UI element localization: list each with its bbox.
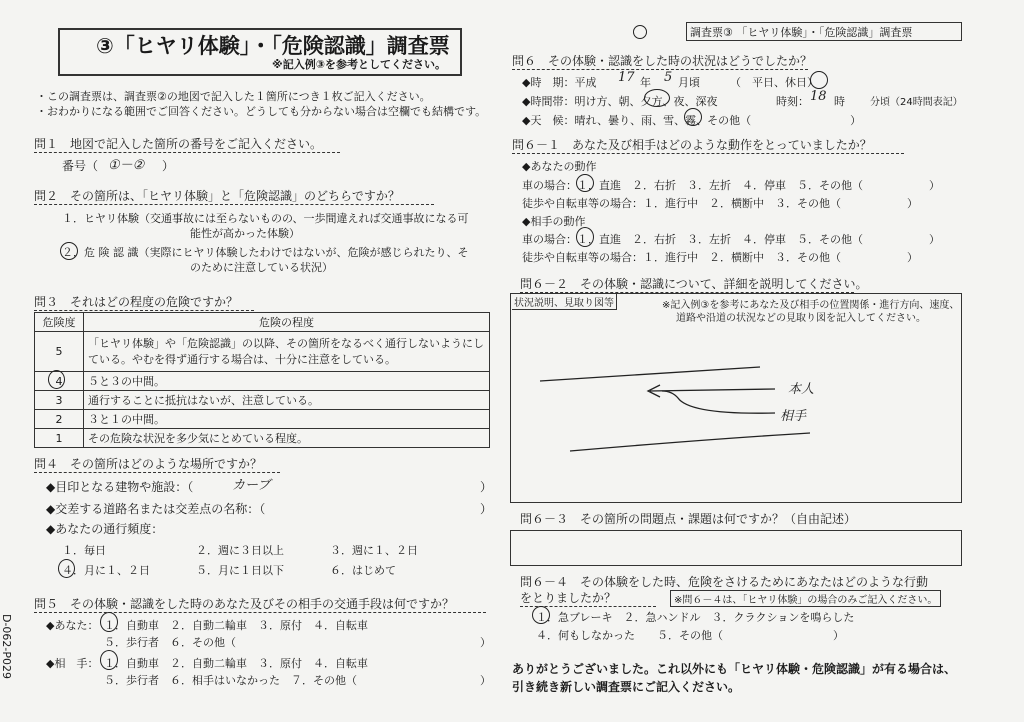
freq-option-6: ６．はじめて — [330, 564, 396, 577]
table-row — [35, 429, 490, 448]
sketch-note-2: 道路や沿道の状況などの見取り図を記入してください。 — [676, 313, 926, 324]
q63-answer-box — [510, 530, 962, 566]
q4-title: 問４ その箇所はどのような場所ですか？ — [34, 455, 280, 473]
freq-option-1: １．毎日 — [62, 544, 106, 557]
level-description: その危険な状況を多少気にとめている程度。 — [84, 429, 490, 448]
q5-other-close: ） — [480, 674, 491, 687]
level-description: 通行することに抵抗はないが、注意している。 — [84, 391, 490, 410]
q64-title-2: をとりましたか？ — [520, 589, 656, 607]
level-value: 2 — [35, 410, 84, 429]
q61-you-heading: ◆あなたの動作 — [522, 160, 597, 173]
q3-title: 問３ それはどの程度の危険ですか？ — [34, 293, 254, 311]
q6-hour-answer: 18 — [810, 89, 827, 104]
q64-options-2: ４．何もしなかった ５．その他（ ） — [536, 629, 844, 642]
level-value: 1 — [35, 429, 84, 448]
q6-time-label: ◆時 期：平成 — [522, 76, 597, 89]
table-row — [35, 391, 490, 410]
q1-close: ） — [162, 159, 175, 173]
level-value — [35, 372, 84, 391]
corner-label: 調査票③ 「ヒヤリ体験」・「危険認識」調査票 — [690, 26, 913, 39]
q6-weekday: （ 平日、休日） — [730, 76, 818, 89]
q6-month-answer: 5 — [664, 70, 673, 85]
q6-weather-circle — [684, 108, 702, 126]
q61-other-car: 車の場合：１．直進 ２．右折 ３．左折 ４．停車 ５．その他（ ） — [522, 233, 940, 246]
q6-minute-unit: 分頃（24時間表記） — [870, 97, 963, 108]
q4-frequency-label: ◆あなたの通行頻度： — [46, 522, 164, 536]
table-row — [35, 332, 490, 372]
sketch-label-other: 相手 — [780, 409, 807, 424]
table-row — [35, 410, 490, 429]
table-header-level: 危険度 — [35, 313, 84, 332]
q5-you-options-2: ５．歩行者 ６．その他（ — [104, 636, 236, 649]
q6-year-answer: 17 — [618, 70, 635, 85]
q61-title: 問６－１ あなた及び相手はどのような動作をとっていましたか？ — [512, 136, 904, 154]
footer-line-1: ありがとうございました。これ以外にも「ヒヤリ体験・危険認識」が有る場合は、 — [512, 662, 957, 676]
q1-title: 問１ 地図で記入した箇所の番号をご記入ください。 — [34, 135, 340, 153]
level-value-text: 4 — [55, 374, 63, 388]
q64-title: 問６－４ その体験をした時、危険をさけるためにあなたはどのような行動 — [520, 575, 929, 589]
table-header-degree: 危険の程度 — [84, 313, 490, 332]
q4-landmark-label: ◆目印となる建物や施設：（ — [46, 480, 194, 494]
q6-year-unit: 年 — [640, 76, 651, 89]
road-sketch — [510, 293, 960, 501]
intro-line-1: ・この調査票は、調査票②の地図で記入した１箇所につき１枚ご記入ください。 — [36, 90, 431, 103]
q5-you-options-1: １．自動車 ２．自動二輪車 ３．原付 ４．自転車 — [104, 619, 368, 632]
q6-title: 問６ その体験・認識をした時の状況はどうでしたか？ — [512, 54, 813, 68]
q2-option-1b: 能性が高かった体験） — [190, 227, 300, 240]
q5-title: 問５ その体験・認識をした時のあなた及びその相手の交通手段は何ですか？ — [34, 595, 486, 613]
table-row — [35, 372, 490, 391]
q6-timeband-label: ◆時間帯：明け方、朝、夕方、夜、深夜 — [522, 95, 718, 108]
q64-options-1: １．急ブレーキ ２．急ハンドル ３．クラクションを鳴らした — [536, 611, 855, 624]
q61-other-heading: ◆相手の動作 — [522, 215, 586, 228]
q5-you-close: ） — [480, 636, 491, 649]
q5-other-options-2: ５．歩行者 ６．相手はいなかった ７．その他（ — [104, 674, 357, 687]
q61-other-walk: 徒歩や自転車等の場合：１．進行中 ２．横断中 ３．その他（ ） — [522, 251, 918, 264]
q62-title: 問６－２ その体験・認識について、詳細を説明してください。 — [520, 277, 868, 291]
danger-level-table — [34, 312, 490, 448]
q6-clock-label: 時刻： — [776, 95, 809, 108]
q4-landmark-answer: カーブ — [232, 478, 271, 493]
q6-hour-unit: 時 — [834, 95, 845, 108]
level-description: 「ヒヤリ体験」や「危険認識」の以降、その箇所をなるべく通行しないようにしている。やむを得ず通行する場合は、十分に注意をしている。 — [84, 332, 490, 372]
q1-label: 番号（ — [62, 159, 99, 173]
footer-line-2: 引き続き新しい調査票にご記入ください。 — [512, 680, 741, 694]
q1-answer: ①－② — [108, 158, 145, 173]
sketch-note-1: ※記入例③を参考にあなた及び相手の位置関係・進行方向、速度、 — [662, 300, 960, 311]
q61-you-walk: 徒歩や自転車等の場合：１．進行中 ２．横断中 ３．その他（ ） — [522, 197, 918, 210]
q5-you-label: ◆あなた： — [46, 619, 99, 632]
q4-landmark-close: ） — [480, 480, 493, 494]
q6-month-unit: 月頃 — [678, 76, 700, 89]
level-description: ５と３の中間。 — [84, 372, 490, 391]
level-description: ３と１の中間。 — [84, 410, 490, 429]
intro-line-2: ・おわかりになる範囲でご回答ください。どうしても分からない場合は空欄でも結構です。 — [36, 105, 487, 118]
q6-weather: ◆天 候：晴れ、曇り、雨、雪、霧、その他（ ） — [522, 114, 862, 127]
page-title: ③「ヒヤリ体験」・「危険認識」調査票 — [96, 34, 450, 58]
level-value: 5 — [35, 332, 84, 372]
q6-holiday-circle — [810, 71, 828, 89]
q64-note: ※問６－４は、「ヒヤリ体験」の場合のみご記入ください。 — [670, 590, 941, 607]
q4-road-close: ） — [480, 502, 493, 516]
q2-option-2: ２．危 険 認 識（実際にヒヤリ体験したわけではないが、危険が感じられたり、そ — [62, 246, 469, 259]
q4-road-label: ◆交差する道路名または交差点の名称：（ — [46, 502, 266, 516]
q5-other-label: ◆相 手： — [46, 657, 99, 670]
q5-other-options-1: １．自動車 ２．自動二輪車 ３．原付 ４．自転車 — [104, 657, 368, 670]
freq-option-5: ５．月に１日以下 — [196, 564, 284, 577]
freq-option-2: ２．週に３日以上 — [196, 544, 284, 557]
q63-title: 問６－３ その箇所の問題点・課題は何ですか？（自由記述） — [520, 512, 857, 526]
sketch-box-label: 状況説明、見取り図等 — [512, 294, 617, 310]
side-code: D-062-P029 — [0, 613, 14, 680]
q6-timeband-circle — [644, 89, 670, 107]
q61-you-car: 車の場合：１．直進 ２．右折 ３．左折 ４．停車 ５．その他（ ） — [522, 179, 940, 192]
q2-title: 問２ その箇所は、「ヒヤリ体験」と「危険認識」のどちらですか？ — [34, 187, 434, 205]
punch-hole — [633, 25, 647, 39]
level-value: 3 — [35, 391, 84, 410]
freq-option-3: ３．週に１、２日 — [330, 544, 418, 557]
level-selected-circle — [48, 370, 65, 389]
q2-option-2b: のために注意している状況） — [190, 261, 333, 274]
freq-option-4: ４．月に１、２日 — [62, 564, 150, 577]
q2-option-1: １．ヒヤリ体験（交通事故には至らないものの、一歩間違えれば交通事故になる可 — [62, 212, 469, 225]
title-note: ※記入例③を参考としてください。 — [272, 58, 447, 71]
sketch-label-me: 本人 — [788, 382, 815, 397]
